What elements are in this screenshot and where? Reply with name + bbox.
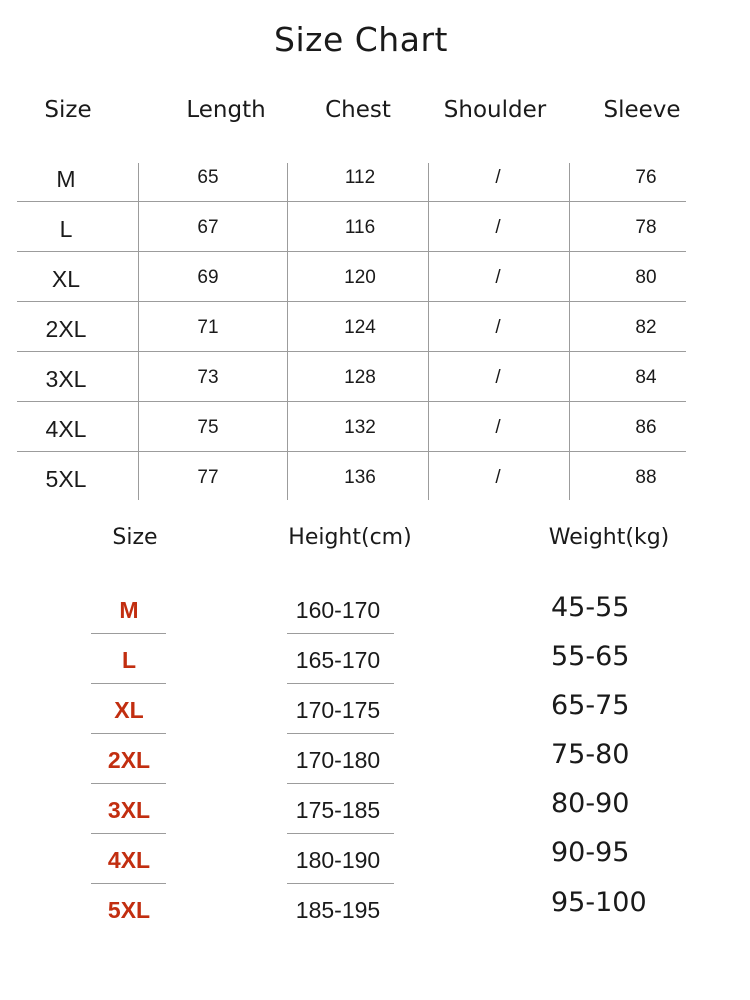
size-cell: 3XL — [45, 366, 87, 392]
fit-size-cell: 2XL — [107, 747, 151, 773]
row-divider — [17, 351, 686, 352]
chest-cell: 124 — [344, 317, 376, 338]
height-cell: 185-195 — [295, 897, 381, 923]
size-cell: 5XL — [45, 466, 87, 492]
header-size: Size — [44, 97, 92, 123]
weight-cell: 75-80 — [551, 739, 630, 770]
length-cell: 75 — [197, 417, 219, 438]
length-cell: 65 — [197, 167, 219, 188]
shoulder-cell: / — [495, 267, 501, 288]
weight-cell: 55-65 — [551, 641, 630, 672]
row-divider — [91, 833, 166, 834]
row-divider — [287, 633, 394, 634]
size-cell: M — [56, 166, 76, 192]
chest-cell: 116 — [344, 217, 376, 238]
header-sleeve: Sleeve — [603, 97, 681, 123]
page-title: Size Chart — [274, 20, 448, 59]
row-divider — [17, 451, 686, 452]
shoulder-cell: / — [495, 417, 501, 438]
length-cell: 69 — [197, 267, 219, 288]
sleeve-cell: 84 — [635, 367, 657, 388]
size-cell: 4XL — [45, 416, 87, 442]
fit-size-cell: 5XL — [107, 897, 151, 923]
row-divider — [287, 833, 394, 834]
shoulder-cell: / — [495, 367, 501, 388]
length-cell: 73 — [197, 367, 219, 388]
fit-header-weight: Weight(kg) — [548, 525, 670, 550]
row-divider — [17, 201, 686, 202]
header-shoulder: Shoulder — [443, 97, 547, 123]
height-cell: 170-175 — [295, 697, 381, 723]
size-cell: XL — [51, 266, 81, 292]
chest-cell: 120 — [344, 267, 376, 288]
sleeve-cell: 82 — [635, 317, 657, 338]
shoulder-cell: / — [495, 217, 501, 238]
height-cell: 180-190 — [295, 847, 381, 873]
fit-size-cell: 4XL — [107, 847, 151, 873]
sleeve-cell: 88 — [635, 467, 657, 488]
row-divider — [91, 633, 166, 634]
fit-size-cell: L — [121, 647, 137, 673]
length-cell: 67 — [197, 217, 219, 238]
chest-cell: 112 — [344, 167, 376, 188]
sleeve-cell: 80 — [635, 267, 657, 288]
column-divider — [287, 163, 288, 500]
chest-cell: 132 — [344, 417, 376, 438]
header-chest: Chest — [325, 97, 391, 123]
shoulder-cell: / — [495, 317, 501, 338]
fit-header-height: Height(cm) — [288, 525, 412, 550]
height-cell: 175-185 — [295, 797, 381, 823]
header-length: Length — [186, 97, 266, 123]
shoulder-cell: / — [495, 167, 501, 188]
weight-cell: 90-95 — [551, 837, 630, 868]
weight-cell: 45-55 — [551, 592, 630, 623]
row-divider — [287, 683, 394, 684]
row-divider — [17, 251, 686, 252]
column-divider — [428, 163, 429, 500]
row-divider — [17, 301, 686, 302]
sleeve-cell: 76 — [635, 167, 657, 188]
chest-cell: 136 — [344, 467, 376, 488]
row-divider — [17, 401, 686, 402]
chest-cell: 128 — [344, 367, 376, 388]
size-cell: 2XL — [45, 316, 87, 342]
length-cell: 71 — [197, 317, 219, 338]
size-cell: L — [59, 216, 73, 242]
height-cell: 165-170 — [295, 647, 381, 673]
fit-size-cell: XL — [114, 697, 144, 723]
weight-cell: 65-75 — [551, 690, 630, 721]
row-divider — [91, 883, 166, 884]
fit-header-size: Size — [112, 525, 158, 550]
sleeve-cell: 78 — [635, 217, 657, 238]
fit-size-cell: M — [119, 597, 139, 623]
height-cell: 170-180 — [295, 747, 381, 773]
weight-cell: 95-100 — [551, 887, 647, 918]
fit-size-cell: 3XL — [107, 797, 151, 823]
row-divider — [91, 783, 166, 784]
row-divider — [287, 783, 394, 784]
row-divider — [287, 883, 394, 884]
column-divider — [569, 163, 570, 500]
row-divider — [287, 733, 394, 734]
height-cell: 160-170 — [295, 597, 381, 623]
row-divider — [91, 683, 166, 684]
row-divider — [91, 733, 166, 734]
sleeve-cell: 86 — [635, 417, 657, 438]
length-cell: 77 — [197, 467, 219, 488]
weight-cell: 80-90 — [551, 788, 630, 819]
column-divider — [138, 163, 139, 500]
shoulder-cell: / — [495, 467, 501, 488]
